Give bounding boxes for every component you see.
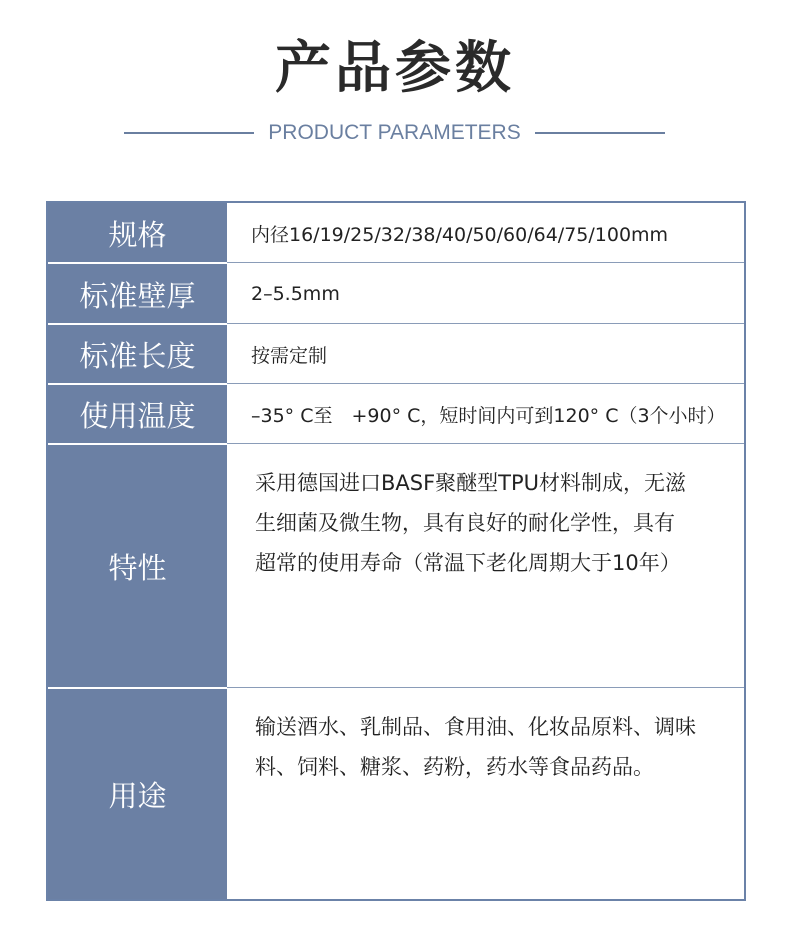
page-title: 产品参数 <box>275 36 515 101</box>
param-value: 按需定制 <box>251 344 328 367</box>
param-label: 规格 <box>48 203 227 263</box>
param-row-length <box>48 325 744 383</box>
param-value: 输送酒水、乳制品、食用油、化妆品原料、调味 料、饲料、糖浆、药粉，药水等食品药品。 <box>255 715 696 779</box>
param-row-temperature <box>48 385 744 443</box>
param-label: 特性 <box>48 445 227 687</box>
param-row-usage <box>48 689 744 899</box>
row-divider <box>227 443 744 444</box>
subtitle-row <box>0 118 790 148</box>
param-row-spec <box>48 203 744 263</box>
param-value: –35° C至 +90° C，短时间内可到120° C（3个小时） <box>251 404 726 427</box>
page-subtitle: PRODUCT PARAMETERS <box>268 121 521 144</box>
param-row-thickness <box>48 264 744 324</box>
param-label: 标准壁厚 <box>48 264 227 324</box>
param-row-features <box>48 445 744 687</box>
left-divider <box>124 132 254 134</box>
row-divider <box>227 323 744 324</box>
param-label: 使用温度 <box>48 385 227 443</box>
param-label: 用途 <box>48 689 227 899</box>
param-value: 2–5.5mm <box>251 283 340 305</box>
param-label: 标准长度 <box>48 325 227 383</box>
row-divider <box>227 383 744 384</box>
row-divider <box>227 687 744 688</box>
params-table <box>46 201 746 901</box>
param-value: 内径16/19/25/32/38/40/50/60/64/75/100mm <box>251 223 669 246</box>
right-divider <box>535 132 665 134</box>
row-divider <box>227 262 744 263</box>
param-value: 采用德国进口BASF聚醚型TPU材料制成，无滋 生细菌及微生物，具有良好的耐化学性，具有 超常的使用寿命（常温下老化周期大于10年） <box>255 471 687 575</box>
